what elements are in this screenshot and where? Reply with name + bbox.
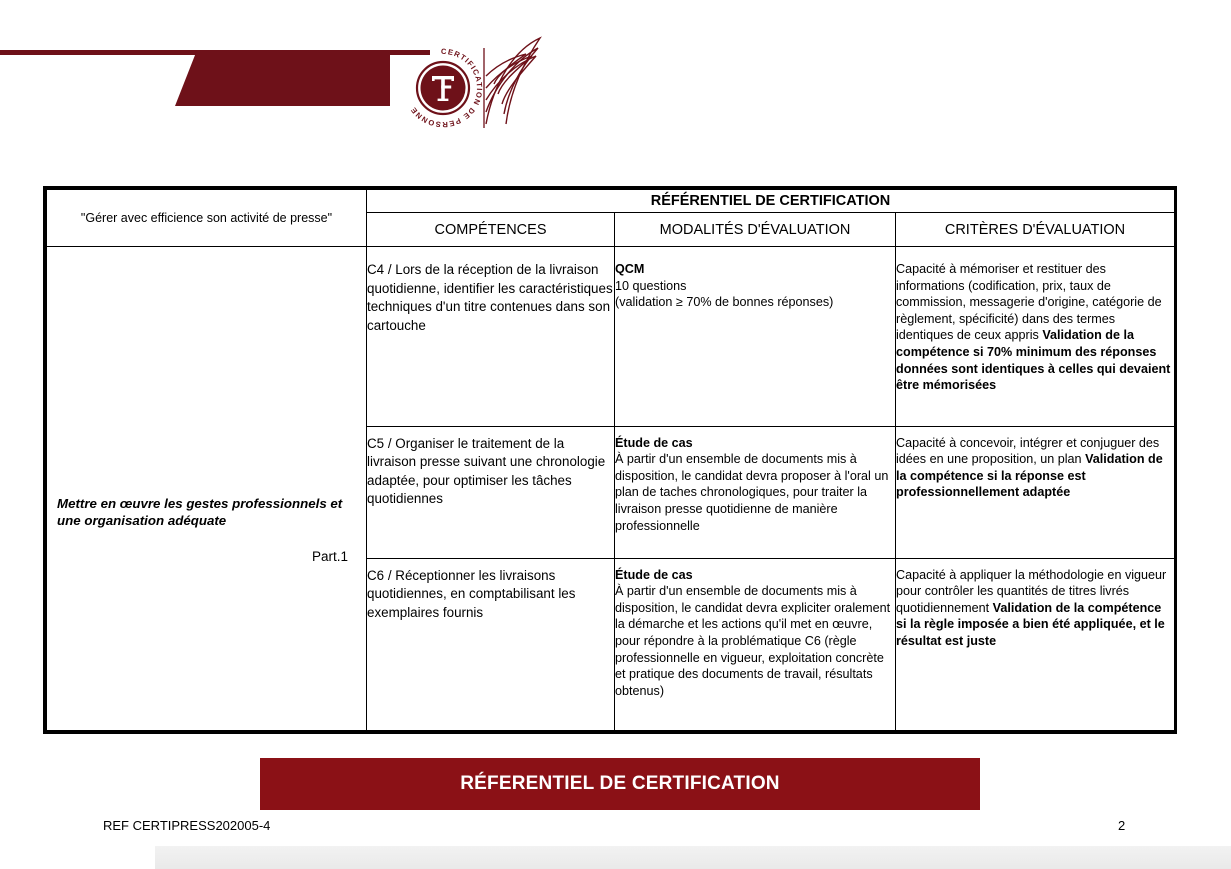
column-header-competences: COMPÉTENCES <box>367 213 615 247</box>
axis-part-label: Part.1 <box>311 549 348 564</box>
critere-plain-c5: Capacité à concevoir, intégrer et conjuguer des idées en une proposition, un plan <box>896 435 1160 467</box>
table-header-top-row <box>47 190 1175 213</box>
cell-critere-c5 <box>896 426 1175 558</box>
critere-bold-c5: Validation de la compétence si la réponse est professionnellement adaptée <box>896 452 1163 500</box>
modalite-line-c4-1: 10 questions <box>615 278 687 293</box>
cell-critere-c4 <box>896 247 1175 427</box>
modalite-line-c5-1: À partir d'un ensemble de documents mis à disposition, le candidat devra proposer à l'oral un plan de taches chronologiques, pour traiter la livraison presse quotidienne de manière professionnelle <box>615 452 889 533</box>
header-ribbon-line1: Gérer avec Efficience <box>22 8 178 25</box>
header-ribbon-text <box>22 7 212 45</box>
certification-de-personne-seal-icon <box>398 36 543 136</box>
footer-banner: RÉFERENTIEL DE CERTIFICATION <box>260 758 980 810</box>
modalite-line-c4-2: (validation ≥ 70% de bonnes réponses) <box>615 295 834 310</box>
competence-text-c6: C6 / Réceptionner les livraisons quotidiennes, en comptabilisant les exemplaires fournis <box>367 567 576 620</box>
header-ribbon <box>175 50 390 106</box>
column-header-criteres: CRITÈRES D'ÉVALUATION <box>896 213 1175 247</box>
document-reference-code: REF CERTIPRESS202005-4 <box>103 818 271 833</box>
cell-critere-c6 <box>896 558 1175 730</box>
header-ribbon-line2: son Activité de Presse <box>22 27 185 44</box>
cell-competence-c4 <box>367 247 615 427</box>
critere-plain-c4: Capacité à mémoriser et restituer des informations (codification, prix, taux de commission, messagerie d'origine, catégorie de règlement, spécificité) dans des termes identiques de ceux appris <box>896 262 1162 343</box>
page-bottom-shadow <box>155 846 1231 869</box>
page-number: 2 <box>1118 818 1126 833</box>
modalite-heading-c6: Étude de cas <box>615 567 693 582</box>
critere-bold-c4: Validation de la compétence si 70% minimum des réponses données sont identiques à celles qui devaient être mémorisées <box>896 328 1171 393</box>
cell-modalite-c6 <box>615 558 896 730</box>
axis-cell <box>47 247 367 731</box>
page-header <box>0 0 1231 160</box>
cell-modalite-c4 <box>615 247 896 427</box>
modalite-heading-c4: QCM <box>615 262 645 276</box>
axis-title: Mettre en œuvre les gestes professionnels et une organisation adéquate <box>57 496 343 528</box>
cell-competence-c5 <box>367 426 615 558</box>
cell-competence-c6 <box>367 558 615 730</box>
table-row-c4 <box>47 247 1175 427</box>
competence-text-c4: C4 / Lors de la réception de la livraison quotidienne, identifier les caractéristiques techniques d'un titre contenues dans son cartouche <box>367 262 613 333</box>
critere-bold-c6: Validation de la compétence si la règle imposée a bien été appliquée, et le résultat est juste <box>896 600 1165 649</box>
svg-text:CERTIFICATION DE PERSONNE: CERTIFICATION DE PERSONNE <box>408 46 485 130</box>
table-corner-label: "Gérer avec efficience son activité de presse" <box>47 190 367 247</box>
cell-modalite-c5 <box>615 426 896 558</box>
referentiel-table <box>43 186 1177 734</box>
column-header-modalites: MODALITÉS D'ÉVALUATION <box>615 213 896 247</box>
modalite-heading-c5: Étude de cas <box>615 435 693 450</box>
table-top-header: RÉFÉRENTIEL DE CERTIFICATION <box>367 190 1175 213</box>
competence-text-c5: C5 / Organiser le traitement de la livraison presse suivant une chronologie adaptée, pour optimiser les tâches quotidiennes <box>367 435 606 507</box>
critere-plain-c6: Capacité à appliquer la méthodologie en vigueur pour contrôler les quantités de titres livrés quotidiennement <box>896 567 1167 615</box>
modalite-line-c6-1: À partir d'un ensemble de documents mis à disposition, le candidat devra expliciter oralement la démarche et les actions qu'il met en œuvre, pour répondre à la problématique C6 (règle professionnelle en vigueur, exploitation concrète et pratique des documents de travail, résultats obtenus) <box>615 584 891 698</box>
